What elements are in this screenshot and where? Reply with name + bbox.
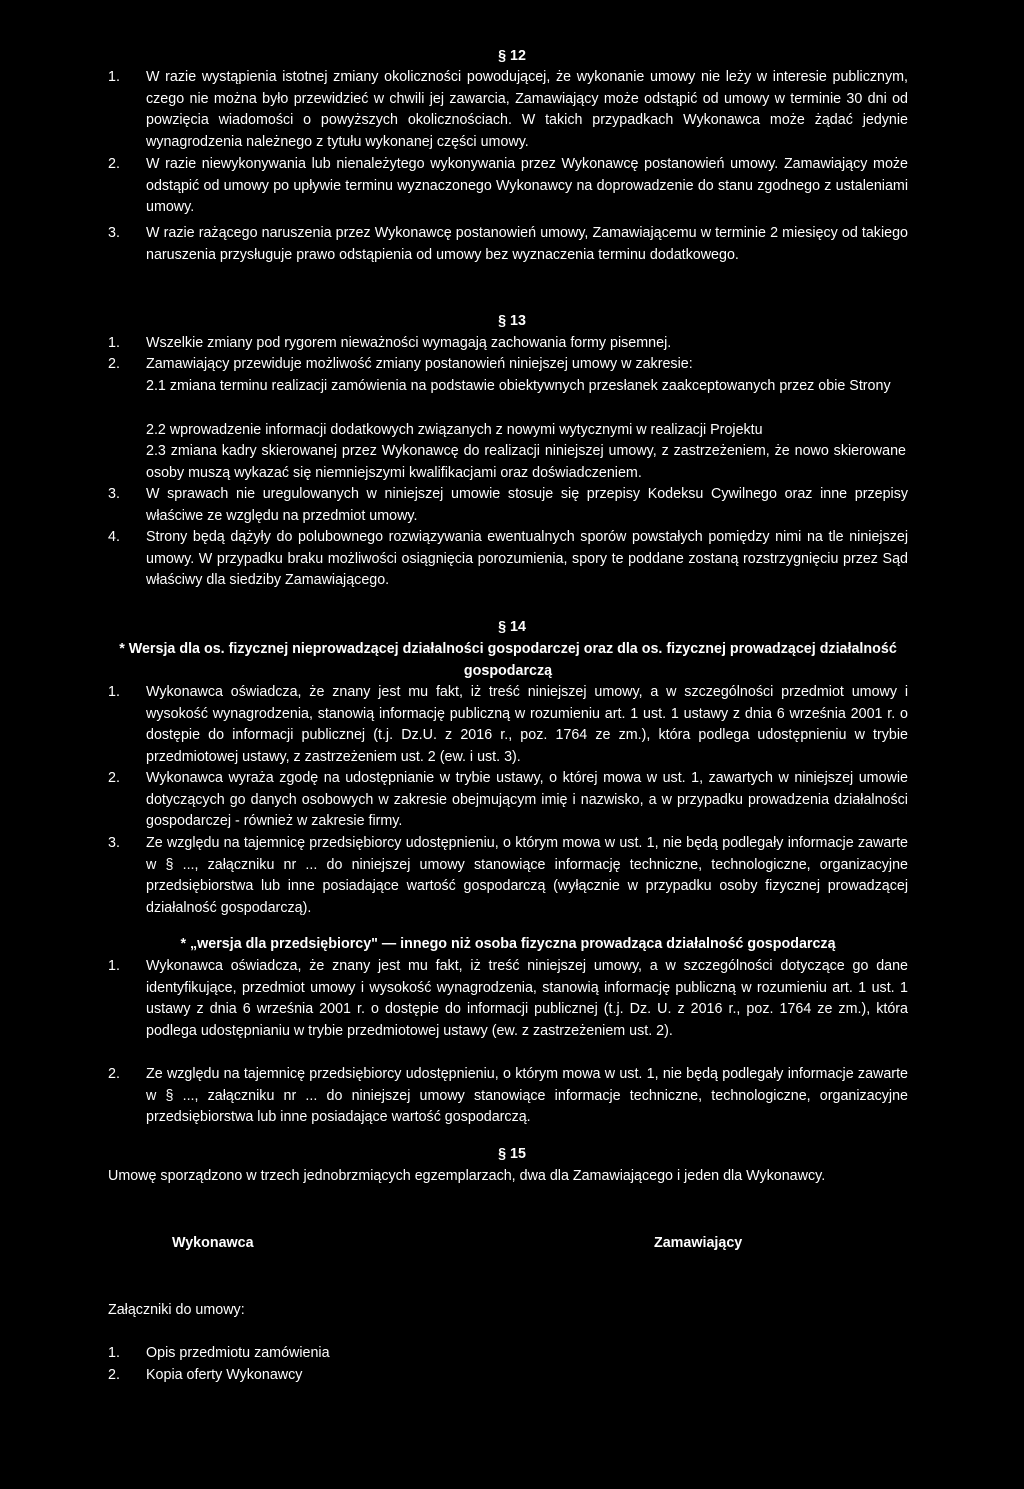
attachment-item-2 [108,1365,302,1387]
s13-item-3 [108,484,908,527]
item-text: Wykonawca oświadcza, że znany jest mu fakt, iż treść niniejszej umowy, a w szczególności dotyczące go dane identyfikujące, przedmiot umowy i wysokość wynagrodzenia, stanowią informację publiczną w rozumieniu art. 1 ust. 1 ustawy z dnia 6 września 2001 r. o dostępie do informacji publicznej (t.j. Dz. U. z 2016 r., poz. 1764 ze zm.), która podlega udostępnianiu w trybie przedmiotowej ustawy (ew. z zastrzeżeniem ust. 2). [146,958,908,1039]
item-number: 3. [108,486,120,502]
item-number: 1. [108,958,120,974]
section-14-title: § 14 [498,619,526,635]
item-text: Opis przedmiotu zamówienia [146,1345,330,1361]
item-number: 3. [108,225,120,241]
item-text: Kopia oferty Wykonawcy [146,1367,303,1383]
s14a-item-1 [108,682,908,768]
item-text: W sprawach nie uregulowanych w niniejszej umowie stosuje się przepisy Kodeksu Cywilnego oraz inne przepisy właściwe ze względu na przedmiot umowy. [146,486,908,524]
item-number: 2. [108,1066,120,1082]
signature-employer: Zamawiający [654,1235,743,1251]
section-13-title: § 13 [498,313,526,329]
s15-text: Umowę sporządzono w trzech jednobrzmiących egzemplarzach, dwa dla Zamawiającego i jeden dla Wykonawcy. [108,1168,826,1184]
item-text: W razie rażącego naruszenia przez Wykonawcę postanowień umowy, Zamawiającemu w terminie 2 miesięcy od takiego naruszenia przysługuje prawo odstąpienia od umowy bez wyznaczenia terminu dodatkowego. [146,225,908,263]
s13-subitem-2-1: 2.1 zmiana terminu realizacji zamówienia na podstawie obiektywnych przesłanek zaakceptowanych przez obie Strony [146,378,891,394]
item-text: Wykonawca oświadcza, że znany jest mu fakt, iż treść niniejszej umowy, a w szczególności przedmiot umowy i wysokość wynagrodzenia, stanowią informację publiczną w rozumieniu art. 1 ust. 1 ustawy z dnia 6 września 2001 r. o dostępie do informacji publicznej (t.j. Dz.U. z 2016 r., poz. 1764 ze zm.), która podlega udostępnieniu w trybie przedmiotowej ustawy, z zastrzeżeniem ust. 2 (ew. i ust. 3). [146,684,908,765]
s13-item-2 [108,354,908,376]
item-number: 2. [108,356,120,372]
s13-subitem-2-3: 2.3 zmiana kadry skierowanej przez Wykonawcę do realizacji niniejszej umowy, z zastrzeżeniem, że nowo skierowane osoby muszą wykazać się niemniejszymi kwalifikacjami oraz doświadczeniem. [146,443,906,481]
s12-item-1 [108,67,908,153]
item-text: Ze względu na tajemnicę przedsiębiorcy udostępnieniu, o którym mowa w ust. 1, nie będą podlegały informacje zawarte w § ..., załączniku nr ... do niniejszej umowy stanowiące informację techniczne, technologiczne, organizacyjne przedsiębiorstwa lub inne posiadające wartość gospodarczą (wyłącznie w przypadku osoby fizycznej prowadzącej działalność gospodarczą). [146,835,908,916]
s12-item-3 [108,223,908,266]
item-number: 1. [108,69,120,85]
variant-b-heading: * „wersja dla przedsiębiorcy" — innego niż osoba fizyczna prowadząca działalność gospodarczą [180,936,836,952]
item-text: Strony będą dążyły do polubownego rozwiązywania ewentualnych sporów powstałych pomiędzy nimi na tle niniejszej umowy. W przypadku braku możliwości osiągnięcia porozumienia, spory te poddane zostaną rozstrzygnięciu przez Sąd właściwy dla siedziby Zamawiającego. [146,529,908,588]
s14b-item-1 [108,956,908,1042]
attachments-heading: Załączniki do umowy: [108,1302,245,1318]
section-15-title: § 15 [498,1146,526,1162]
s14a-item-3 [108,833,908,919]
item-text: Zamawiający przewiduje możliwość zmiany postanowień niniejszej umowy w zakresie: [146,356,693,372]
item-number: 1. [108,335,120,351]
item-number: 1. [108,1345,120,1361]
item-text: Wykonawca wyraża zgodę na udostępnianie w trybie ustawy, o której mowa w ust. 1, zawartych w niniejszej umowie dotyczących go danych osobowych w zakresie obejmującym imię i nazwisko, a w przypadku prowadzenia działalności gospodarczej - również w zakresie firmy. [146,770,908,829]
item-number: 2. [108,1367,120,1383]
item-text: Wszelkie zmiany pod rygorem nieważności wymagają zachowania formy pisemnej. [146,335,672,351]
item-text: Ze względu na tajemnicę przedsiębiorcy udostępnieniu, o którym mowa w ust. 1, nie będą podlegały informacje zawarte w § ..., załączniku nr ... do niniejszej umowy stanowiące informacje techniczne, technologiczne, organizacyjne przedsiębiorstwa lub inne posiadające wartość gospodarczą. [146,1066,908,1125]
attachment-item-1 [108,1343,330,1365]
item-text: W razie niewykonywania lub nienależytego wykonywania przez Wykonawcę postanowień umowy. Zamawiający może odstąpić od umowy po upływie terminu wyznaczonego Wykonawcy na doprowadzenie do stanu zgodnego z ustaleniami umowy. [146,156,908,215]
item-text: W razie wystąpienia istotnej zmiany okoliczności powodującej, że wykonanie umowy nie leży w interesie publicznym, czego nie można było przewidzieć w chwili jej zawarcia, Zamawiający może odstąpić od umowy w terminie 30 dni od powzięcia wiadomości o powyższych okolicznościach. W takich przypadkach Wykonawca może żądać jedynie wynagrodzenia należnego z tytułu wykonanej części umowy. [146,69,908,150]
s14b-item-2 [108,1064,908,1129]
item-number: 1. [108,684,120,700]
s14a-item-2 [108,768,908,833]
variant-a-heading: * Wersja dla os. fizycznej nieprowadzącej działalności gospodarczej oraz dla os. fizycznej prowadzącej działalność gospodarczą [119,641,897,679]
s13-item-1 [108,333,908,355]
s13-item-4 [108,527,908,592]
item-number: 4. [108,529,120,545]
s12-item-2 [108,154,908,219]
item-number: 2. [108,156,120,172]
item-number: 2. [108,770,120,786]
item-number: 3. [108,835,120,851]
s13-subitem-2-2: 2.2 wprowadzenie informacji dodatkowych związanych z nowymi wytycznymi w realizacji Projektu [146,422,763,438]
section-12-title: § 12 [498,48,526,64]
signature-contractor: Wykonawca [172,1235,254,1251]
